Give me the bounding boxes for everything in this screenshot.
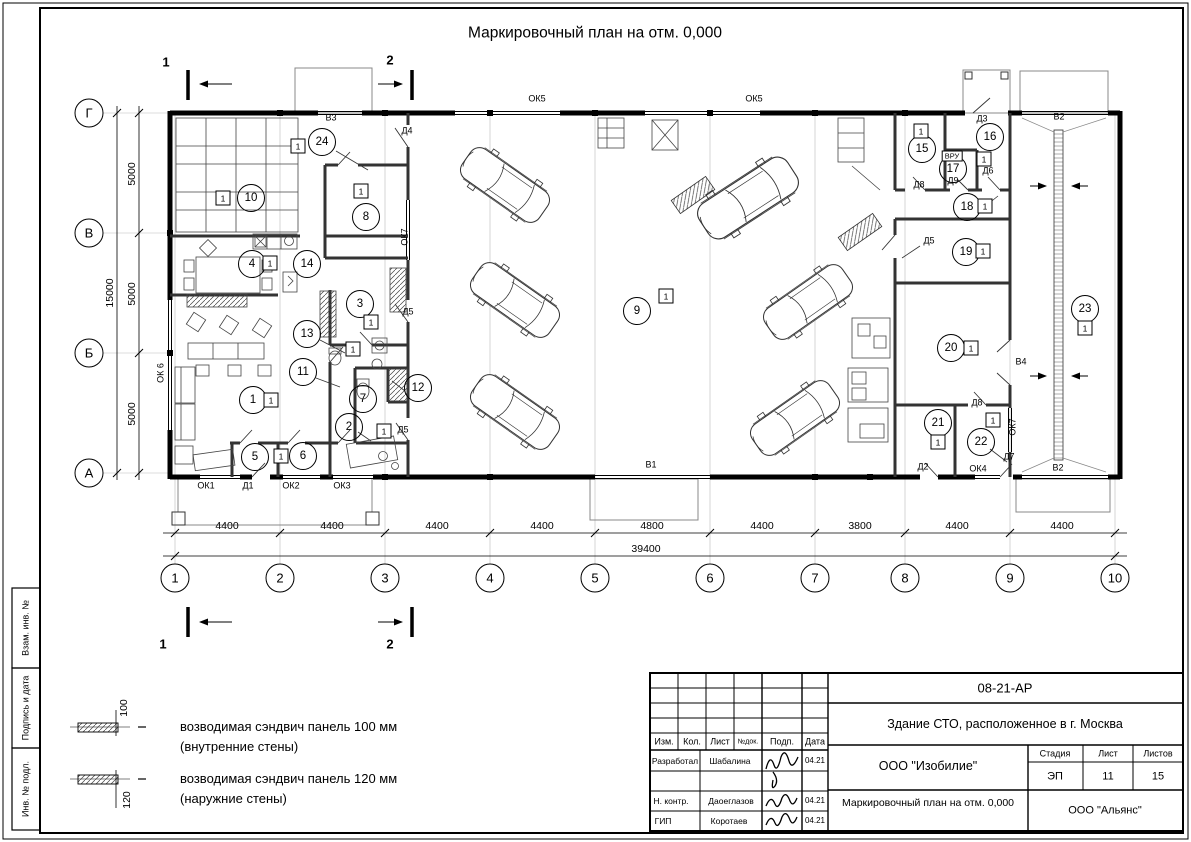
room-18: 18 <box>953 193 981 221</box>
axis-col-5: 5 <box>581 564 610 593</box>
floor-tag: 1 <box>216 191 231 206</box>
tb-h-data: Дата <box>805 736 825 747</box>
tb-sheet-value: 11 <box>1102 770 1114 783</box>
legend-item-2-sub: (наружние стены) <box>180 791 287 806</box>
floor-tag: 1 <box>978 199 993 214</box>
opening-d4: Д4 <box>401 125 413 136</box>
legend-symbols <box>70 710 146 808</box>
opening-d1: Д1 <box>242 480 254 491</box>
tb-role-1: Разработал <box>651 755 699 766</box>
axis-col-4: 4 <box>476 564 505 593</box>
room-23: 23 <box>1071 295 1099 323</box>
room-8: 8 <box>352 203 380 231</box>
axis-row-b: Б <box>75 339 104 368</box>
floor-tag: 1 <box>346 342 361 357</box>
room-9: 9 <box>623 297 651 325</box>
room-10: 10 <box>237 184 265 212</box>
dim-bottom-6: 4400 <box>750 519 774 532</box>
dim-bottom-3: 4400 <box>425 519 449 532</box>
room-1: 1 <box>239 386 267 414</box>
cars <box>453 139 859 464</box>
floor-tag: 1 <box>659 289 674 304</box>
opening-ok5-right: ОК5 <box>745 93 763 104</box>
room-4: 4 <box>238 250 266 278</box>
room-13: 13 <box>293 320 321 348</box>
room-22: 22 <box>967 428 995 456</box>
room-17: 17 <box>939 155 967 183</box>
tb-h-ndok: №док. <box>737 738 759 746</box>
floor-tag: 1 <box>976 244 991 259</box>
tb-h-kol: Кол. <box>683 736 701 747</box>
room-19: 19 <box>952 238 980 266</box>
opening-ok1: ОК1 <box>197 480 215 491</box>
tb-stage-label: Стадия <box>1039 748 1071 759</box>
axis-row-g: Г <box>75 99 104 128</box>
opening-d8-a: Д8 <box>913 179 925 190</box>
room-16: 16 <box>976 123 1004 151</box>
tb-drawing-title: Маркировочный план на отм. 0,000 <box>841 797 1015 809</box>
axis-col-6: 6 <box>696 564 725 593</box>
floor-tag: 1 <box>964 341 979 356</box>
tb-h-izm: Изм. <box>654 736 674 747</box>
dim-bottom-7: 3800 <box>848 519 872 532</box>
opening-ok3: ОК3 <box>333 480 351 491</box>
floor-tag: 1 <box>977 152 992 167</box>
axis-row-v: В <box>75 219 104 248</box>
floor-tag: 1 <box>931 435 946 450</box>
floor-tag: 1 <box>377 424 392 439</box>
vru-box: ВРУ <box>942 151 963 162</box>
tb-sheets-value: 15 <box>1151 770 1165 783</box>
opening-d5-b: Д5 <box>397 424 409 435</box>
leader-lines <box>316 151 1007 462</box>
tb-h-list: Лист <box>710 736 730 747</box>
windows <box>169 112 1109 479</box>
section-mark-1-top: 1 <box>162 54 170 70</box>
axis-col-9: 9 <box>996 564 1025 593</box>
dim-left-1: 5000 <box>125 162 138 186</box>
axis-col-3: 3 <box>371 564 400 593</box>
room-15: 15 <box>908 135 936 163</box>
interior-walls <box>170 113 1010 477</box>
tb-h-podp: Подп. <box>770 736 794 747</box>
tb-contractor: ООО "Альянс" <box>1068 804 1142 817</box>
axis-col-1: 1 <box>161 564 190 593</box>
axis-col-10: 10 <box>1101 564 1130 593</box>
opening-ok7-right: ОК7 <box>1007 418 1018 436</box>
room-14: 14 <box>293 250 321 278</box>
opening-v2-top: В2 <box>1053 111 1065 122</box>
section-mark-2-bottom: 2 <box>386 636 394 652</box>
tb-doc-code: 08-21-АР <box>977 680 1033 696</box>
opening-ok4: ОК4 <box>969 463 987 474</box>
section-marks <box>188 70 412 637</box>
opening-ok5-left: ОК5 <box>528 93 546 104</box>
legend-item-2-text: возводимая сэндвич панель 120 мм <box>180 771 398 786</box>
room-3: 3 <box>346 290 374 318</box>
axis-col-8: 8 <box>891 564 920 593</box>
tb-date-2: 04.21 <box>804 796 826 805</box>
legend-dim-120: 120 <box>120 791 133 809</box>
section-mark-1-bottom: 1 <box>159 636 167 652</box>
room-11: 11 <box>289 358 317 386</box>
legend-item-1-text: возводимая сэндвич панель 100 мм <box>180 719 398 734</box>
dimension-ticks <box>113 109 1119 560</box>
floor-tag: 1 <box>364 315 379 330</box>
section-mark-2-top: 2 <box>386 52 394 68</box>
axis-col-7: 7 <box>801 564 830 593</box>
dim-bottom-4: 4400 <box>530 519 554 532</box>
axis-grid <box>103 113 1115 565</box>
room-6: 6 <box>289 442 317 470</box>
room-21: 21 <box>924 409 952 437</box>
dim-bottom-2: 4400 <box>320 519 344 532</box>
tb-name-1: Шабалина <box>709 755 751 766</box>
room-7: 7 <box>349 385 377 413</box>
opening-d5-a: Д5 <box>402 306 414 317</box>
floor-tag: 1 <box>354 184 369 199</box>
tb-name-2: Даоеглазов <box>708 795 754 806</box>
floor-tag: 1 <box>986 413 1001 428</box>
legend-dim-100: 100 <box>117 699 130 717</box>
room-24: 24 <box>308 128 336 156</box>
dim-left-3: 5000 <box>125 402 138 426</box>
tb-role-2: Н. контр. <box>653 795 689 806</box>
signatures <box>766 753 798 826</box>
opening-d7: Д7 <box>1003 451 1015 462</box>
opening-d5-c: Д5 <box>923 235 935 246</box>
tb-name-3: Коротаев <box>710 815 748 826</box>
tb-role-3: ГИП <box>654 815 672 826</box>
tb-company: ООО "Изобилие" <box>878 758 978 773</box>
floor-tag: 1 <box>914 124 929 139</box>
room-2: 2 <box>335 413 363 441</box>
opening-d2: Д2 <box>917 461 929 472</box>
opening-d9: Д9 <box>947 175 959 186</box>
floor-tag: 1 <box>263 256 278 271</box>
opening-d8-b: Д8 <box>971 397 983 408</box>
side-label-podpis: Подпись и дата <box>20 675 31 741</box>
dim-bottom-8: 4400 <box>945 519 969 532</box>
opening-v4: В4 <box>1015 356 1027 367</box>
tb-date-3: 04.21 <box>804 816 826 825</box>
dim-left-2: 5000 <box>125 282 138 306</box>
floor-tag: 1 <box>264 393 279 408</box>
room-20: 20 <box>937 334 965 362</box>
opening-ok6: ОК 6 <box>155 363 166 383</box>
tb-sheet-label: Лист <box>1098 748 1118 759</box>
tb-sheets-label: Листов <box>1143 748 1173 759</box>
opening-d3: Д3 <box>976 113 988 124</box>
opening-ok7-left: ОК7 <box>399 228 410 246</box>
opening-v2-bottom: В2 <box>1052 462 1064 473</box>
opening-d6: Д6 <box>982 165 994 176</box>
dim-bottom-total: 39400 <box>631 542 661 555</box>
tb-stage-value: ЭП <box>1047 770 1063 783</box>
floor-tag: 1 <box>274 449 289 464</box>
dim-bottom-5: 4800 <box>640 519 664 532</box>
wash-bay <box>1022 118 1106 472</box>
axis-row-a: А <box>75 459 104 488</box>
side-label-inv: Инв. № подл. <box>20 760 31 818</box>
side-label-vzam: Взам. инв. № <box>20 600 31 656</box>
tb-project: Здание СТО, расположенное в г. Москва <box>887 716 1123 731</box>
dim-left-total: 15000 <box>103 278 116 308</box>
room-5: 5 <box>241 443 269 471</box>
tb-date-1: 04.21 <box>804 756 826 765</box>
floor-tag: 1 <box>1078 321 1093 336</box>
axis-col-2: 2 <box>266 564 295 593</box>
page-title: Маркировочный план на отм. 0,000 <box>468 24 722 42</box>
dim-bottom-1: 4400 <box>215 519 239 532</box>
opening-ok2: ОК2 <box>282 480 300 491</box>
legend-item-1-sub: (внутренние стены) <box>180 739 299 754</box>
left-furniture <box>175 118 407 471</box>
room-12: 12 <box>404 374 432 402</box>
opening-v3: В3 <box>325 112 337 123</box>
dim-bottom-9: 4400 <box>1050 519 1074 532</box>
floor-tag: 1 <box>291 139 306 154</box>
opening-v1: В1 <box>645 459 657 470</box>
